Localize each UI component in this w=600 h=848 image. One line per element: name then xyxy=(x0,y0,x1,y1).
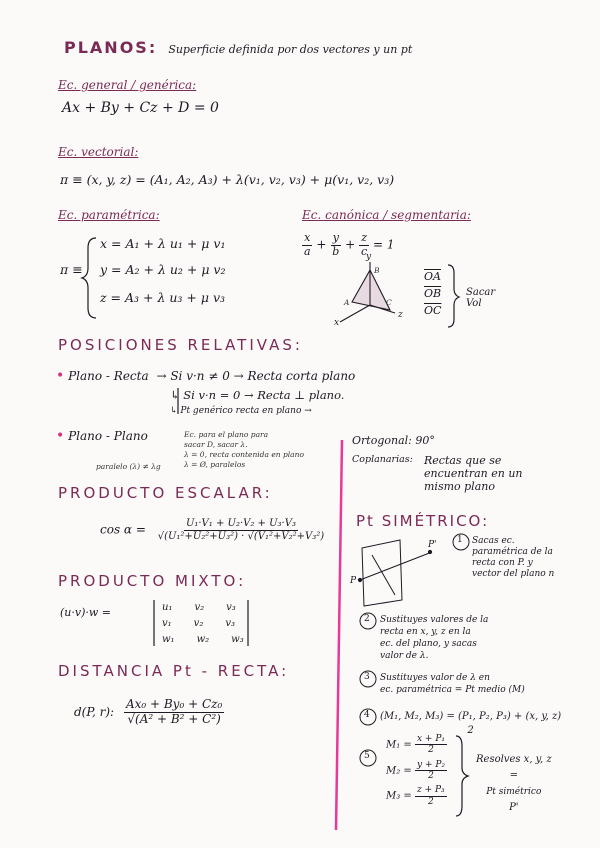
coplanar-line-3: mismo plano xyxy=(424,480,495,493)
parametric-heading: Ec. paramétrica: xyxy=(58,208,160,222)
step-3-number: 3 xyxy=(364,672,370,682)
m-row-1: M₁ = $\frac{\text{x + P₁}}{2}$ xyxy=(386,734,446,756)
resolve-line-1: Resolves x, y, z xyxy=(476,754,552,765)
fig-point-p: P xyxy=(350,576,357,586)
scalar-numerator: U₁·V₁ + U₂·V₂ + U₃·V₃ xyxy=(185,518,296,529)
distance-denominator: √(A² + B² + C²) xyxy=(127,711,221,726)
pp-note-1: Ec. para el plano para xyxy=(184,430,269,439)
step-2-line-2: recta en x, y, z en la xyxy=(380,627,471,637)
canonical-heading: Ec. canónica / segmentaria: xyxy=(302,208,471,222)
distance-heading: DISTANCIA Pt - RECTA: xyxy=(58,662,290,680)
bullet-icon: • xyxy=(56,428,65,444)
canonical-equation: $\frac{x}{a}$ + $\frac{y}{b}$ + $\frac{z}{c}$ = 1 xyxy=(304,231,395,258)
canonical-frac-z: $\frac{z}{c}$ xyxy=(361,231,368,258)
pp-side-note: paralelo (λ) ≠ λg xyxy=(96,462,161,471)
scalar-equation xyxy=(100,518,326,542)
step-3-text xyxy=(380,672,525,696)
plane-line-row xyxy=(56,368,355,384)
segments-note: Sacar Vol xyxy=(466,287,496,309)
pp-note-4: λ = Ø, paralelos xyxy=(184,460,246,469)
step-4-number: 4 xyxy=(364,710,370,720)
page-title: PLANOS: xyxy=(64,38,158,57)
distance-equation xyxy=(74,698,224,727)
axis-z-label: z xyxy=(398,310,403,320)
canonical-rhs: = 1 xyxy=(373,237,395,252)
rule-3: ↳ Pt genérico recta en plano → xyxy=(170,406,312,416)
general-heading: Ec. general / genérica: xyxy=(58,78,197,92)
m-rows xyxy=(386,734,447,807)
coplanar-text xyxy=(424,454,523,493)
vectorial-heading: Ec. vectorial: xyxy=(58,145,139,159)
step-1-text xyxy=(472,536,554,580)
step-1-line-2: paramétrica de la xyxy=(472,547,553,557)
canonical-frac-x: $\frac{x}{a}$ xyxy=(304,231,311,258)
general-equation: Ax + By + Cz + D = 0 xyxy=(62,100,219,116)
step-2-line-1: Sustituyes valores de la xyxy=(380,615,489,625)
distance-fraction xyxy=(124,698,224,727)
orthogonal-note: Ortogonal: 90° xyxy=(352,434,435,447)
step-1-number: 1 xyxy=(457,535,463,545)
resolve-line-3: Pt simétrico xyxy=(486,787,542,797)
vectorial-equation: π ≡ (x, y, z) = (A₁, A₂, A₃) + λ(v₁, v₂, v₃) + μ(v₁, v₂, v₃) xyxy=(60,172,395,187)
step-1-line-3: recta con P. y xyxy=(472,558,533,568)
scalar-heading: PRODUCTO ESCALAR: xyxy=(58,484,273,502)
parametric-row-x: x = A₁ + λ u₁ + μ v₁ xyxy=(100,236,226,251)
symmetric-figure xyxy=(358,540,432,606)
axis-x-label: x xyxy=(334,318,340,328)
parametric-row-y: y = A₂ + λ u₂ + μ v₂ xyxy=(100,262,226,277)
point-c-label: C xyxy=(386,298,392,307)
m-row-3: M₃ = $\frac{\text{z + P₃}}{2}$ xyxy=(386,785,445,807)
symmetric-heading: Pt SIMÉTRICO: xyxy=(356,512,490,530)
bullet-icon: • xyxy=(56,368,65,384)
m-row-2: M₂ = $\frac{\text{y + P₂}}{2}$ xyxy=(386,759,446,782)
resolve-line-2: = xyxy=(509,770,518,781)
plane-line-label: Plano - Recta xyxy=(68,369,149,383)
relative-heading: POSICIONES RELATIVAS: xyxy=(58,336,303,354)
plane-plane-notes xyxy=(184,430,304,470)
brace-parametric xyxy=(82,238,96,318)
step-4-line-2: 2 xyxy=(467,725,474,736)
axes-sketch xyxy=(340,262,395,322)
matrix-row-1: u₁ v₂ v₃ xyxy=(162,602,236,613)
rule-2: ↳ Si v·n = 0 → Recta ⊥ plano. xyxy=(170,388,345,402)
matrix-row-3: w₁ w₂ w₃ xyxy=(162,634,244,645)
plane-plane-label: Plano - Plano xyxy=(68,429,148,443)
step-1-line-4: vector del plano n xyxy=(472,569,555,579)
page-title-definition: Superficie definida por dos vectores y un pt xyxy=(168,43,413,56)
axis-y-label: y xyxy=(366,252,372,262)
parametric-row-z: z = A₃ + λ u₃ + μ v₃ xyxy=(100,290,226,305)
step-2-number: 2 xyxy=(364,614,370,624)
point-a-label: A xyxy=(344,298,350,307)
resolve-line-4: P' xyxy=(509,802,519,813)
mixed-matrix xyxy=(162,600,244,648)
parametric-label: π ≡ xyxy=(60,262,83,277)
segment-ob: OB xyxy=(424,287,442,300)
scalar-lhs: cos α = xyxy=(100,522,146,537)
step-2-line-4: valor de λ. xyxy=(380,651,429,661)
fig-point-pprime: P' xyxy=(428,540,437,550)
segments-list xyxy=(424,268,441,319)
matrix-row-2: v₁ v₂ v₃ xyxy=(162,618,236,629)
step-1-line-1: Sacas ec. xyxy=(472,536,515,546)
segment-oc: OC xyxy=(424,304,442,317)
step-3-line-1: Sustituyes valor de λ en xyxy=(380,673,490,683)
distance-numerator: Ax₀ + By₀ + Cz₀ xyxy=(125,697,223,711)
step-3-line-2: ec. paramétrica = Pt medio (M) xyxy=(380,685,525,695)
point-b-label: B xyxy=(374,266,380,275)
brace-segments xyxy=(448,265,459,327)
pp-note-2: sacar D, sacar λ. xyxy=(184,440,248,449)
brace-m xyxy=(456,736,468,816)
resolve-block xyxy=(476,752,552,816)
pp-note-3: λ = 0, recta contenida en plano xyxy=(184,450,304,459)
divider-line xyxy=(336,440,342,830)
canonical-frac-y: $\frac{y}{b}$ xyxy=(332,231,340,258)
coplanar-line-2: encuentran en un xyxy=(424,467,523,480)
mixed-heading: PRODUCTO MIXTO: xyxy=(58,572,247,590)
step-2-text xyxy=(380,614,488,662)
coplanar-label: Coplanarias: xyxy=(352,454,413,465)
step-5-number: 5 xyxy=(364,751,370,761)
scalar-fraction xyxy=(156,518,326,542)
mixed-lhs: (u·v)·w = xyxy=(60,606,112,619)
coplanar-line-1: Rectas que se xyxy=(424,454,502,467)
step-4-line-1: (M₁, M₂, M₃) = (P₁, P₂, P₃) + (x, y, z) xyxy=(380,711,562,722)
step-2-line-3: ec. del plano, y sacas xyxy=(380,639,477,649)
distance-lhs: d(P, r): xyxy=(74,704,115,719)
rule-1: → Si v·n ≠ 0 → Recta corta plano xyxy=(156,369,356,383)
page-title-row xyxy=(64,38,412,57)
plane-plane-row xyxy=(56,428,148,444)
scalar-denominator: √(U₁²+U₂²+U₃²) · √(V₁²+V₂²+V₃²) xyxy=(157,530,325,542)
segment-oa: OA xyxy=(424,270,441,283)
